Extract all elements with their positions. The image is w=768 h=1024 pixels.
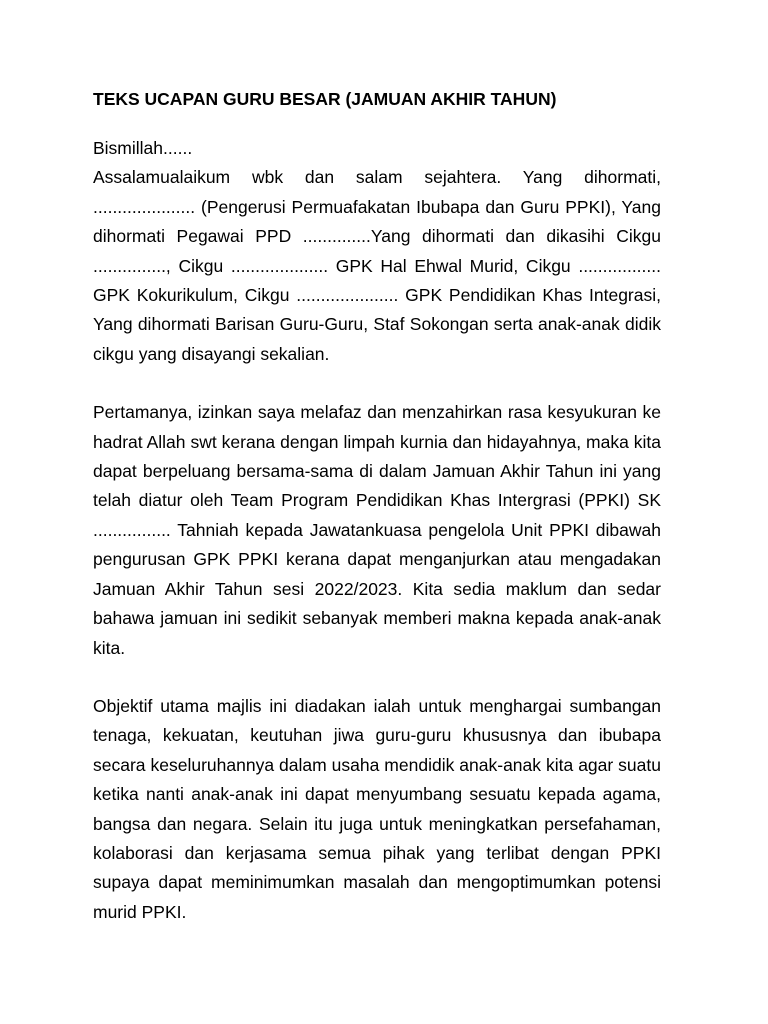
document-body xyxy=(93,85,661,927)
document-title: TEKS UCAPAN GURU BESAR (JAMUAN AKHIR TAHUN) xyxy=(93,89,557,109)
paragraph-spacer xyxy=(93,369,661,398)
paragraph-objective: Objektif utama majlis ini diadakan ialah untuk menghargai sumbangan tenaga, kekuatan, keutuhan jiwa guru-guru khususnya dan ibubapa secara keseluruhannya dalam usaha mendidik anak-anak kita agar suatu ketika nanti anak-anak ini dapat menyumbang sesuatu kepada agama, bangsa dan negara. Selain itu juga untuk meningkatkan persefahaman, kolaborasi dan kerjasama semua pihak yang terlibat dengan PPKI supaya dapat meminimumkan masalah dan mengoptimumkan potensi murid PPKI. xyxy=(93,695,661,922)
paragraph-greeting: Assalamualaikum wbk dan salam sejahtera. Yang dihormati, ..................... (Pengerusi Permuafakatan Ibubapa dan Guru PPKI), Yang dihormati Pegawai PPD ..............Yang dihormati dan dikasihi Cikgu ..............., Cikgu .................... GPK Hal Ehwal Murid, Cikgu ................. GPK Kokurikulum, Cikgu ..................... GPK Pendidikan Khas Integrasi, Yang dihormati Barisan Guru-Guru, Staf Sokongan serta anak-anak didik cikgu yang disayangi sekalian. xyxy=(93,167,661,364)
paragraph-spacer xyxy=(93,663,661,692)
opening-line: Bismillah...... xyxy=(93,138,193,158)
paragraph-gratitude: Pertamanya, izinkan saya melafaz dan menzahirkan rasa kesyukuran ke hadrat Allah swt kerana dengan limpah kurnia dan hidayahnya, maka kita dapat berpeluang bersama-sama di dalam Jamuan Akhir Tahun ini yang telah diatur oleh Team Program Pendidikan Khas Intergrasi (PPKI) SK ................ Tahniah kepada Jawatankuasa pengelola Unit PPKI dibawah pengurusan GPK PPKI kerana dapat menganjurkan atau mengadakan Jamuan Akhir Tahun sesi 2022/2023. Kita sedia maklum dan sedar bahawa jamuan ini sedikit sebanyak memberi makna kepada anak-anak kita. xyxy=(93,402,661,658)
